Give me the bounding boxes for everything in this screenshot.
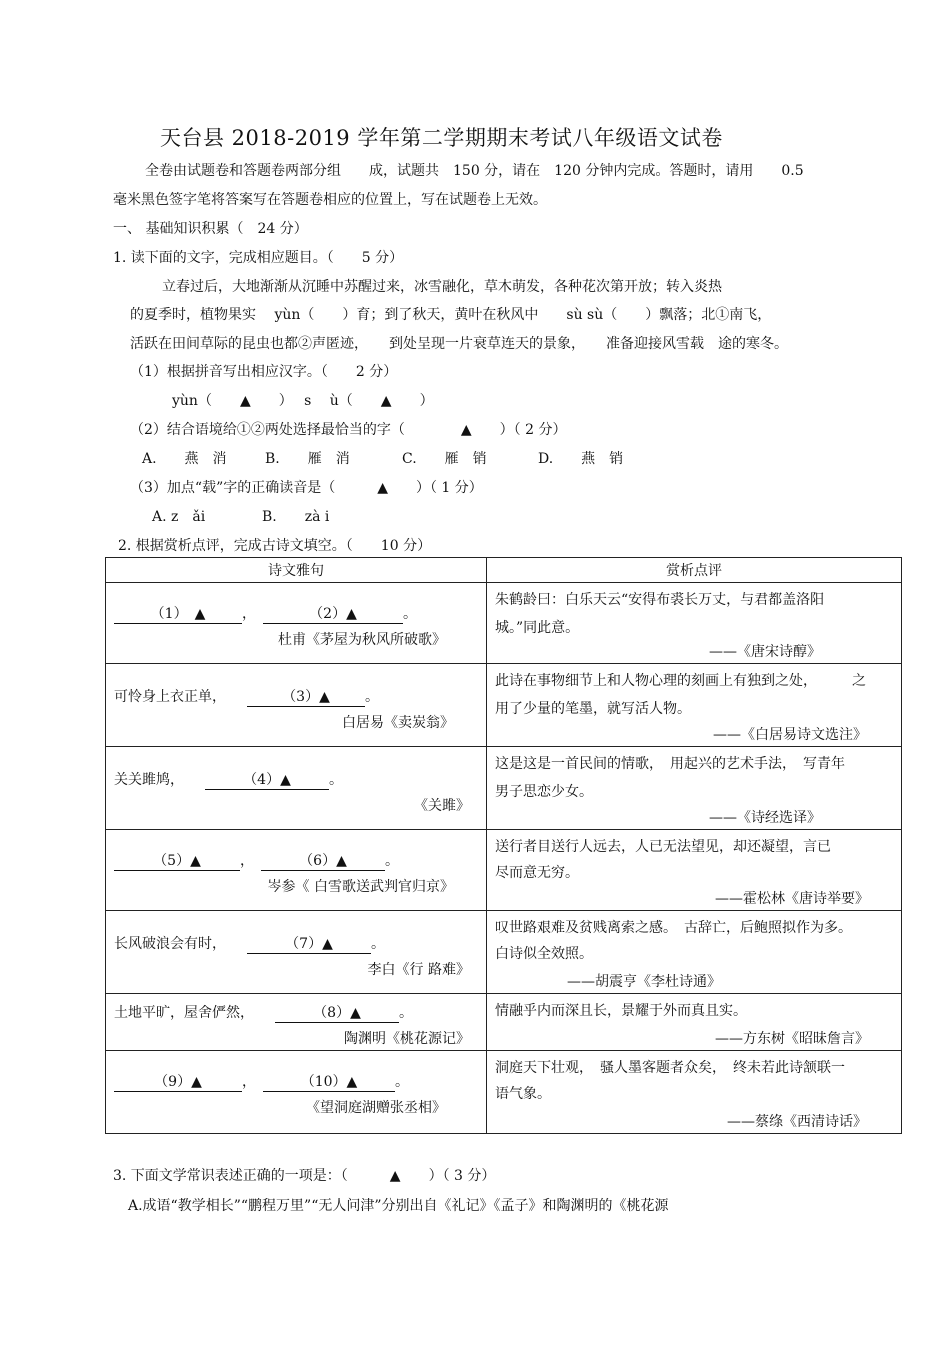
poem-line: 土地平旷，屋舍俨然， (114, 1005, 247, 1021)
comment-line: 用了少量的笔墨，就写活人物。 (495, 701, 691, 717)
column-header: 诗文雅句 (106, 558, 487, 583)
q1-sub2-option-b: B. 雁 消 (265, 451, 350, 467)
poem-table (105, 557, 902, 1134)
punct: ， (242, 606, 249, 622)
punct: 。 (365, 689, 379, 705)
table-row (106, 747, 902, 830)
q2-stem: 2. 根据赏析点评，完成古诗文填空。（ 10 分） (118, 538, 432, 554)
table-row (106, 583, 902, 664)
table-row (106, 911, 902, 994)
q1-sub2-option-d: D. 燕 销 (538, 451, 624, 467)
comment-source: ——胡震亨《李杜诗通》 (567, 974, 721, 990)
comment-source: ——霍松林《唐诗举要》 (715, 891, 869, 907)
comment-source: ——《白居易诗文选注》 (713, 727, 867, 743)
table-row (106, 830, 902, 911)
comment-line: 叹世路艰难及贫贱离索之感。 古辞亡，后鲍照拟作为多。 (495, 920, 852, 936)
punct: 。 (403, 606, 417, 622)
q1-passage-line: 的夏季时，植物果实 yùn（ ）育；到了秋天，黄叶在秋风中 sù sù（ ）飘落；北①南飞， (130, 307, 772, 323)
q1-sub2-option-a: A. 燕 消 (142, 451, 227, 467)
punct: ， (242, 1074, 249, 1090)
page-title: 天台县 2018-2019 学年第二学期期末考试八年级语文试卷 (160, 126, 723, 150)
intro-line-1: 全卷由试题卷和答题卷两部分组 成，试题共 150 分，请在 120 分钟内完成。答题时，请用 0.5 (145, 163, 804, 179)
comment-line: 这是这是一首民间的情歌， 用起兴的艺术手法， 写青年 (495, 756, 845, 772)
poem-source: 杜甫《茅屋为秋风所破歌》 (278, 632, 446, 648)
punct: 。 (371, 936, 385, 952)
comment-source: ——《唐宋诗醇》 (709, 644, 821, 660)
q1-sub2: （2）结合语境给①②两处选择最恰当的字（ ▲ ）（ 2 分） (130, 422, 567, 438)
comment-line: 朱鹤龄曰：白乐天云“安得布裘长万丈，与君都盖洛阳 (495, 592, 825, 608)
comment-line: 城。”同此意。 (495, 620, 580, 636)
answer-blank: （5）▲ (114, 850, 240, 871)
answer-blank: （4）▲ (205, 769, 329, 790)
q1-sub3: （3）加点“载”字的正确读音是（ ▲ ）（ 1 分） (130, 480, 483, 496)
answer-blank: （1） ▲ (114, 603, 242, 624)
comment-line: 男子思恋少女。 (495, 784, 593, 800)
q1-sub3-option-a: A. z ǎi (152, 509, 206, 525)
poem-line: 关关雎鸠， (114, 772, 177, 788)
poem-source: 岑参《 白雪歌送武判官归京》 (267, 879, 454, 895)
punct: 。 (329, 772, 343, 788)
table-header-row (106, 558, 902, 583)
comment-line: 洞庭天下壮观， 骚人墨客题者众矣， 终未若此诗颔联一 (495, 1060, 845, 1076)
q3-stem: 3. 下面文学常识表述正确的一项是：（ ▲ ）（ 3 分） (113, 1168, 496, 1184)
q1-stem: 1. 读下面的文字，完成相应题目。（ 5 分） (113, 250, 404, 266)
answer-blank: （3）▲ (247, 686, 365, 707)
punct: 。 (395, 1074, 409, 1090)
comment-line: 尽而意无穷。 (495, 865, 579, 881)
punct: 。 (399, 1005, 413, 1021)
answer-blank: （10）▲ (263, 1071, 395, 1092)
poem-source: 《望洞庭湖赠张丞相》 (306, 1100, 446, 1116)
poem-line: 可怜身上衣正单， (114, 689, 219, 705)
comment-source: ——方东树《昭昧詹言》 (715, 1031, 869, 1047)
column-header: 赏析点评 (487, 558, 902, 583)
section-heading: 一、 基础知识积累（ 24 分） (113, 221, 308, 237)
poem-source: 李白《行 路难》 (367, 962, 470, 978)
q1-sub1-answer: yùn（ ▲ ） s ù（ ▲ ） (172, 393, 434, 409)
answer-blank: （6）▲ (261, 850, 385, 871)
comment-line: 语气象。 (495, 1086, 551, 1102)
q1-passage-line: 立春过后，大地渐渐从沉睡中苏醒过来，冰雪融化，草木萌发，各种花次第开放；转入炎热 (162, 279, 722, 295)
comment-source: ——蔡绦《西清诗话》 (727, 1114, 867, 1130)
q1-sub1: （1）根据拼音写出相应汉字。（ 2 分） (130, 364, 398, 380)
comment-line: 送行者目送行人远去，人已无法望见，却还凝望，言已 (495, 839, 831, 855)
table-row (106, 994, 902, 1051)
q3-option-a: A.成语“教学相长”“鹏程万里”“无人问津”分别出自《礼记》《孟子》和陶渊明的《桃花源 (128, 1198, 669, 1214)
punct: 。 (385, 853, 399, 869)
q1-passage-line: 活跃在田间草际的昆虫也都②声匿迹， 到处呈现一片衰草连天的景象， 准备迎接风雪载 途的寒冬。 (130, 336, 788, 352)
answer-blank: （2）▲ (263, 603, 403, 624)
poem-source: 白居易《卖炭翁》 (342, 715, 454, 731)
intro-line-2: 毫米黑色签字笔将答案写在答题卷相应的位置上，写在试题卷上无效。 (113, 192, 547, 208)
comment-source: ——《诗经选译》 (709, 810, 821, 826)
poem-line: 长风破浪会有时， (114, 936, 219, 952)
q1-sub2-option-c: C. 雁 销 (402, 451, 487, 467)
poem-source: 陶渊明《桃花源记》 (344, 1031, 470, 1047)
comment-line: 白诗似全效照。 (495, 946, 593, 962)
comment-line: 此诗在事物细节上和人物心理的刻画上有独到之处， 之 (495, 673, 866, 689)
comment-line: 情融乎内而深且长，景耀于外而真且实。 (495, 1003, 747, 1019)
answer-blank: （7）▲ (247, 933, 371, 954)
table-row (106, 664, 902, 747)
q1-sub3-option-b: B. zà i (262, 509, 330, 525)
punct: ， (240, 853, 247, 869)
answer-blank: （8）▲ (275, 1002, 399, 1023)
answer-blank: （9）▲ (114, 1071, 242, 1092)
poem-source: 《关雎》 (414, 798, 470, 814)
table-row (106, 1051, 902, 1134)
